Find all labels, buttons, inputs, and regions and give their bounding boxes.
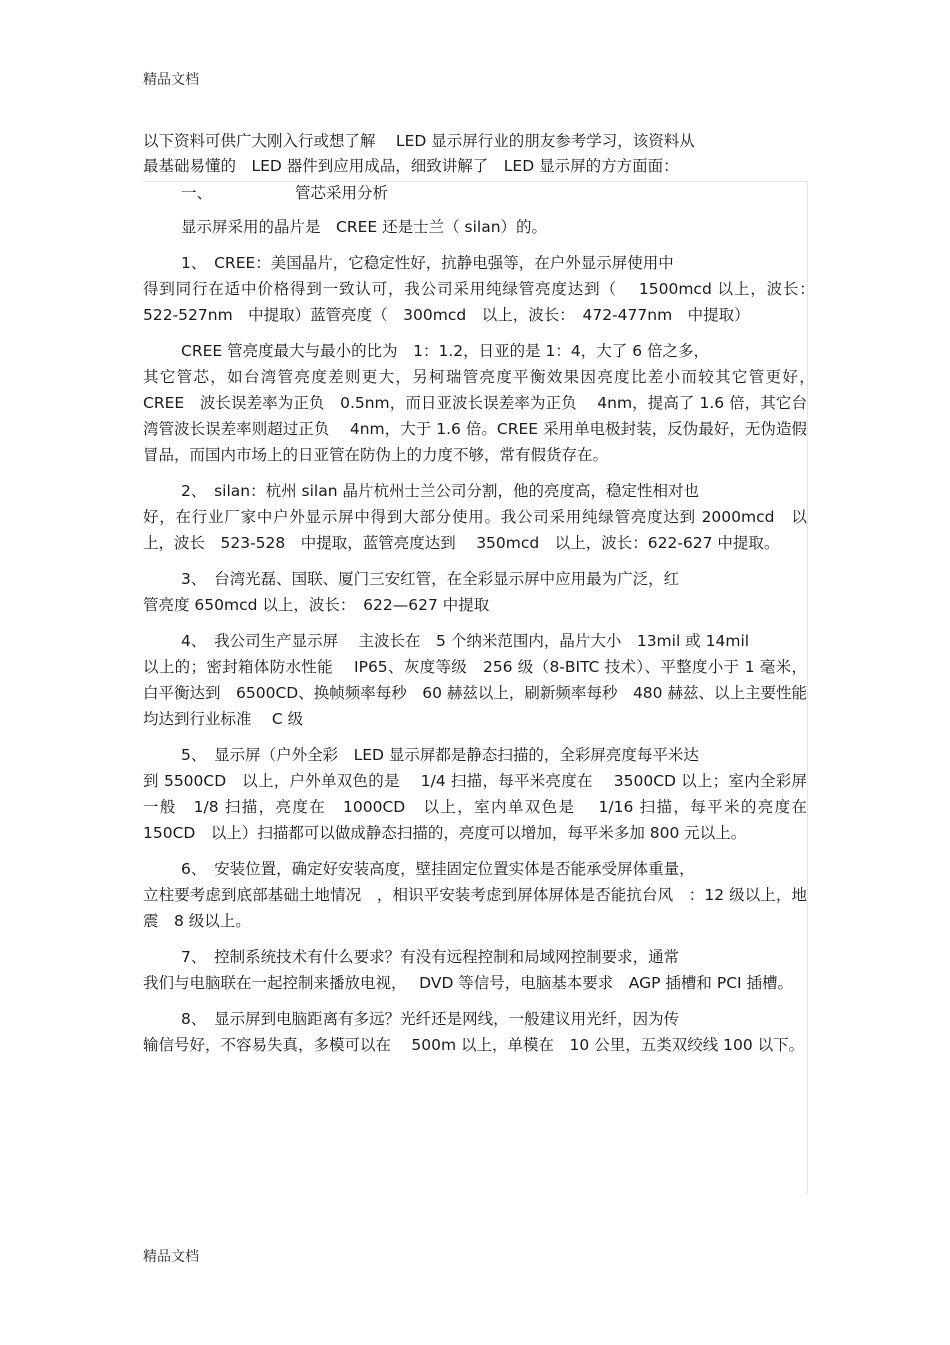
paragraph-9-rest: 输信号好，不容易失真，多模可以在 500m 以上，单模在 10 公里，五类双绞线 100 以下。 bbox=[143, 1036, 805, 1054]
paragraph-0 bbox=[143, 214, 807, 240]
paragraph-7 bbox=[143, 856, 807, 934]
paragraph-2-first: CREE 管亮度最大与最小的比为 1：1.2，日亚的是 1：4，大了 6 倍之多， bbox=[181, 342, 709, 360]
paragraph-3 bbox=[143, 478, 807, 556]
paragraph-8-rest: 我们与电脑联在一起控制来播放电视， DVD 等信号，电脑基本要求 AGP 插槽和 PCI 插槽。 bbox=[143, 974, 794, 992]
page-header-label: 精品文档 bbox=[143, 72, 199, 88]
paragraph-4-first: 3、 台湾光磊、国联、厦门三安红管，在全彩显示屏中应用最为广泛，红 bbox=[181, 570, 680, 588]
paragraph-9 bbox=[143, 1006, 807, 1058]
paragraph-9-first: 8、 显示屏到电脑距离有多远？光纤还是网线，一般建议用光纤，因为传 bbox=[181, 1010, 680, 1028]
paragraph-2 bbox=[143, 338, 823, 468]
paragraph-8-first: 7、 控制系统技术有什么要求？有没有远程控制和局域网控制要求，通常 bbox=[181, 948, 680, 966]
section-heading bbox=[143, 180, 807, 206]
intro-line-1: 以下资料可供广大刚入行或想了解 LED 显示屏行业的朋友参考学习，该资料从 bbox=[143, 132, 695, 150]
paragraph-2-rest: 其它管芯，如台湾管亮度差则更大，另柯瑞管亮度平衡效果因亮度比差小而较其它管更好， CREE 波长误差率为正负 0.5nm，而日亚波长误差率为正负 4nm，提高了 1.6 倍，其它台湾管波长误差率则超过正负 4nm，大于 1.6 倍。CREE 采用单电极封装，反伪最好，无伪造假冒品，而国内市场上的日亚管在防伪上的力度不够，常有假货存在。 bbox=[143, 368, 823, 464]
paragraph-7-rest: 立柱要考虑到底部基础土地情况 ，相识平安装考虑到屏体屏体是否能抗台风 ：12 级以上，地震 8 级以上。 bbox=[143, 886, 807, 930]
paragraph-6 bbox=[143, 742, 823, 846]
page-footer-label: 精品文档 bbox=[143, 1249, 199, 1265]
intro-text bbox=[143, 129, 793, 179]
paragraph-0-first: 显示屏采用的晶片是 CREE 还是士兰（ silan）的。 bbox=[181, 218, 548, 236]
paragraph-6-first: 5、 显示屏（户外全彩 LED 显示屏都是静态扫描的，全彩屏亮度每平米达 bbox=[181, 746, 699, 764]
paragraph-1 bbox=[143, 250, 823, 328]
section-title: 管芯采用分析 bbox=[295, 184, 389, 202]
paragraph-3-rest: 好，在行业厂家中户外显示屏中得到大部分使用。我公司采用纯绿管亮度达到 2000mcd 以上，波长 523-528 中提取，蓝管亮度达到 350mcd 以上，波长：622-627 中提取。 bbox=[143, 508, 807, 552]
paragraph-5-rest: 以上的；密封箱体防水性能 IP65、灰度等级 256 级（8-BITC 技术）、平整度小于 1 毫米，白平衡达到 6500CD、换帧频率每秒 60 赫兹以上，刷新频率每秒 480 赫兹、以上主要性能均达到行业标准 C 级 bbox=[143, 658, 807, 728]
intro-line-2: 最基础易懂的 LED 器件到应用成品，细致讲解了 LED 显示屏的方方面面： bbox=[143, 157, 679, 175]
paragraph-3-first: 2、 silan：杭州 silan 晶片杭州士兰公司分割，他的亮度高，稳定性相对也 bbox=[181, 482, 699, 500]
paragraph-7-first: 6、 安装位置，确定好安装高度，壁挂固定位置实体是否能承受屏体重量， bbox=[181, 860, 695, 878]
paragraph-4 bbox=[143, 566, 807, 618]
paragraph-1-first: 1、 CREE：美国晶片，它稳定性好，抗静电强等，在户外显示屏使用中 bbox=[181, 254, 674, 272]
paragraph-4-rest: 管亮度 650mcd 以上，波长： 622—627 中提取 bbox=[143, 596, 490, 614]
paragraph-6-rest: 到 5500CD 以上，户外单双色的是 1/4 扫描，每平米亮度在 3500CD 以上；室内全彩屏一般 1/8 扫描，亮度在 1000CD 以上，室内单双色是 1/16 扫描，每平米的亮度在 150CD 以上）扫描都可以做成静态扫描的，亮度可以增加，每平米多加 800 元以上。 bbox=[143, 772, 823, 842]
paragraph-8 bbox=[143, 944, 807, 996]
section-number: 一、 bbox=[181, 184, 213, 202]
paragraph-5-first: 4、 我公司生产显示屏 主波长在 5 个纳米范围内，晶片大小 13mil 或 14mil bbox=[181, 632, 750, 650]
document-body bbox=[143, 180, 823, 1058]
paragraph-1-rest: 得到同行在适中价格得到一致认可，我公司采用纯绿管亮度达到（ 1500mcd 以上，波长： 522-527nm 中提取）蓝管亮度（ 300mcd 以上，波长： 472-477nm 中提取） bbox=[143, 280, 823, 324]
paragraph-5 bbox=[143, 628, 807, 732]
